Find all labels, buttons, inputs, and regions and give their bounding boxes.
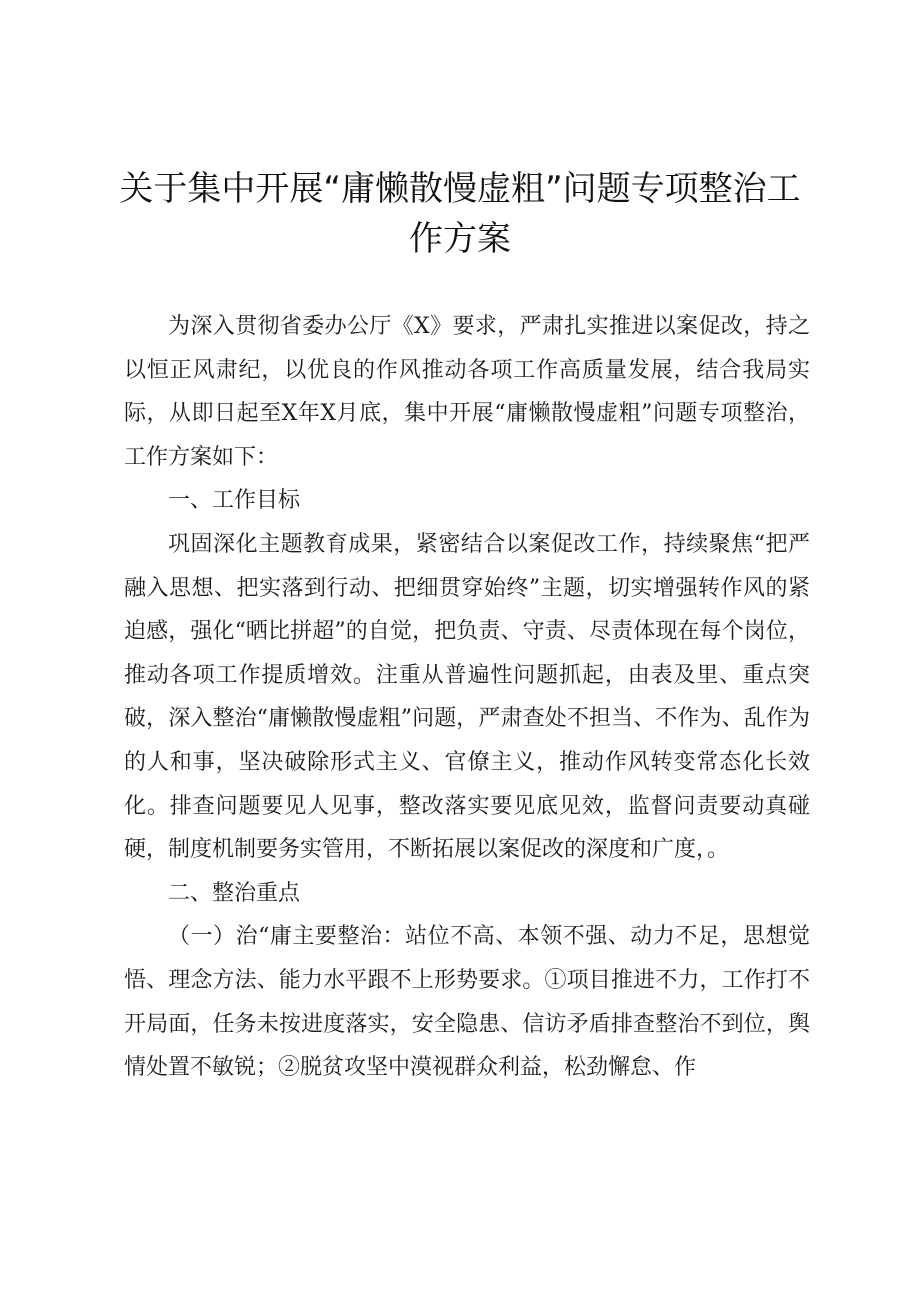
key-points-paragraph: （一）治“庸主要整治：站位不高、本领不强、动力不足，思想觉悟、理念方法、能力水平跟不上形势要求。①项目推进不力，工作打不开局面，任务未按进度落实，安全隐患、信访矛盾排查整治不到位，舆情处置不敏锐；②脱贫攻坚中漠视群众利益，松劲懈怠、作 [124,924,810,1081]
section-heading-goals: 一、工作目标 [168,488,301,514]
goals-paragraph: 巩固深化主题教育成果，紧密结合以案促改工作，持续聚焦“把严融入思想、把实落到行动、把细贯穿始终”主题，切实增强转作风的紧迫感，强化“晒比拼超”的自觉，把负责、守责、尽责体现在每个岗位，推动各项工作提质增效。注重从普遍性问题抓起，由表及里、重点突破，深入整治“庸懒散慢虚粗”问题，严肃查处不担当、不作为、乱作为的人和事，坚决破除形式主义、官僚主义，推动作风转变常态化长效化。排查问题要见人见事，整改落实要见底见效，监督问责要动真碰硬，制度机制要务实管用，不断拓展以案促改的深度和广度，。 [124,531,810,863]
intro-paragraph: 为深入贯彻省委办公厅《X》要求，严肃扎实推进以案促改，持之以恒正风肃纪，以优良的作风推动各项工作高质量发展，结合我局实际，从即日起至X年X月底，集中开展“庸懒散慢虚粗”问题专项整治，工作方案如下： [124,314,810,470]
document-title [110,164,810,264]
title-line-2: 作方案 [409,219,511,259]
document-body [124,305,810,1090]
title-line-1: 关于集中开展“庸懒散慢虚粗”问题专项整治工 [119,169,801,209]
section-heading-key-points: 二、整治重点 [168,880,301,906]
